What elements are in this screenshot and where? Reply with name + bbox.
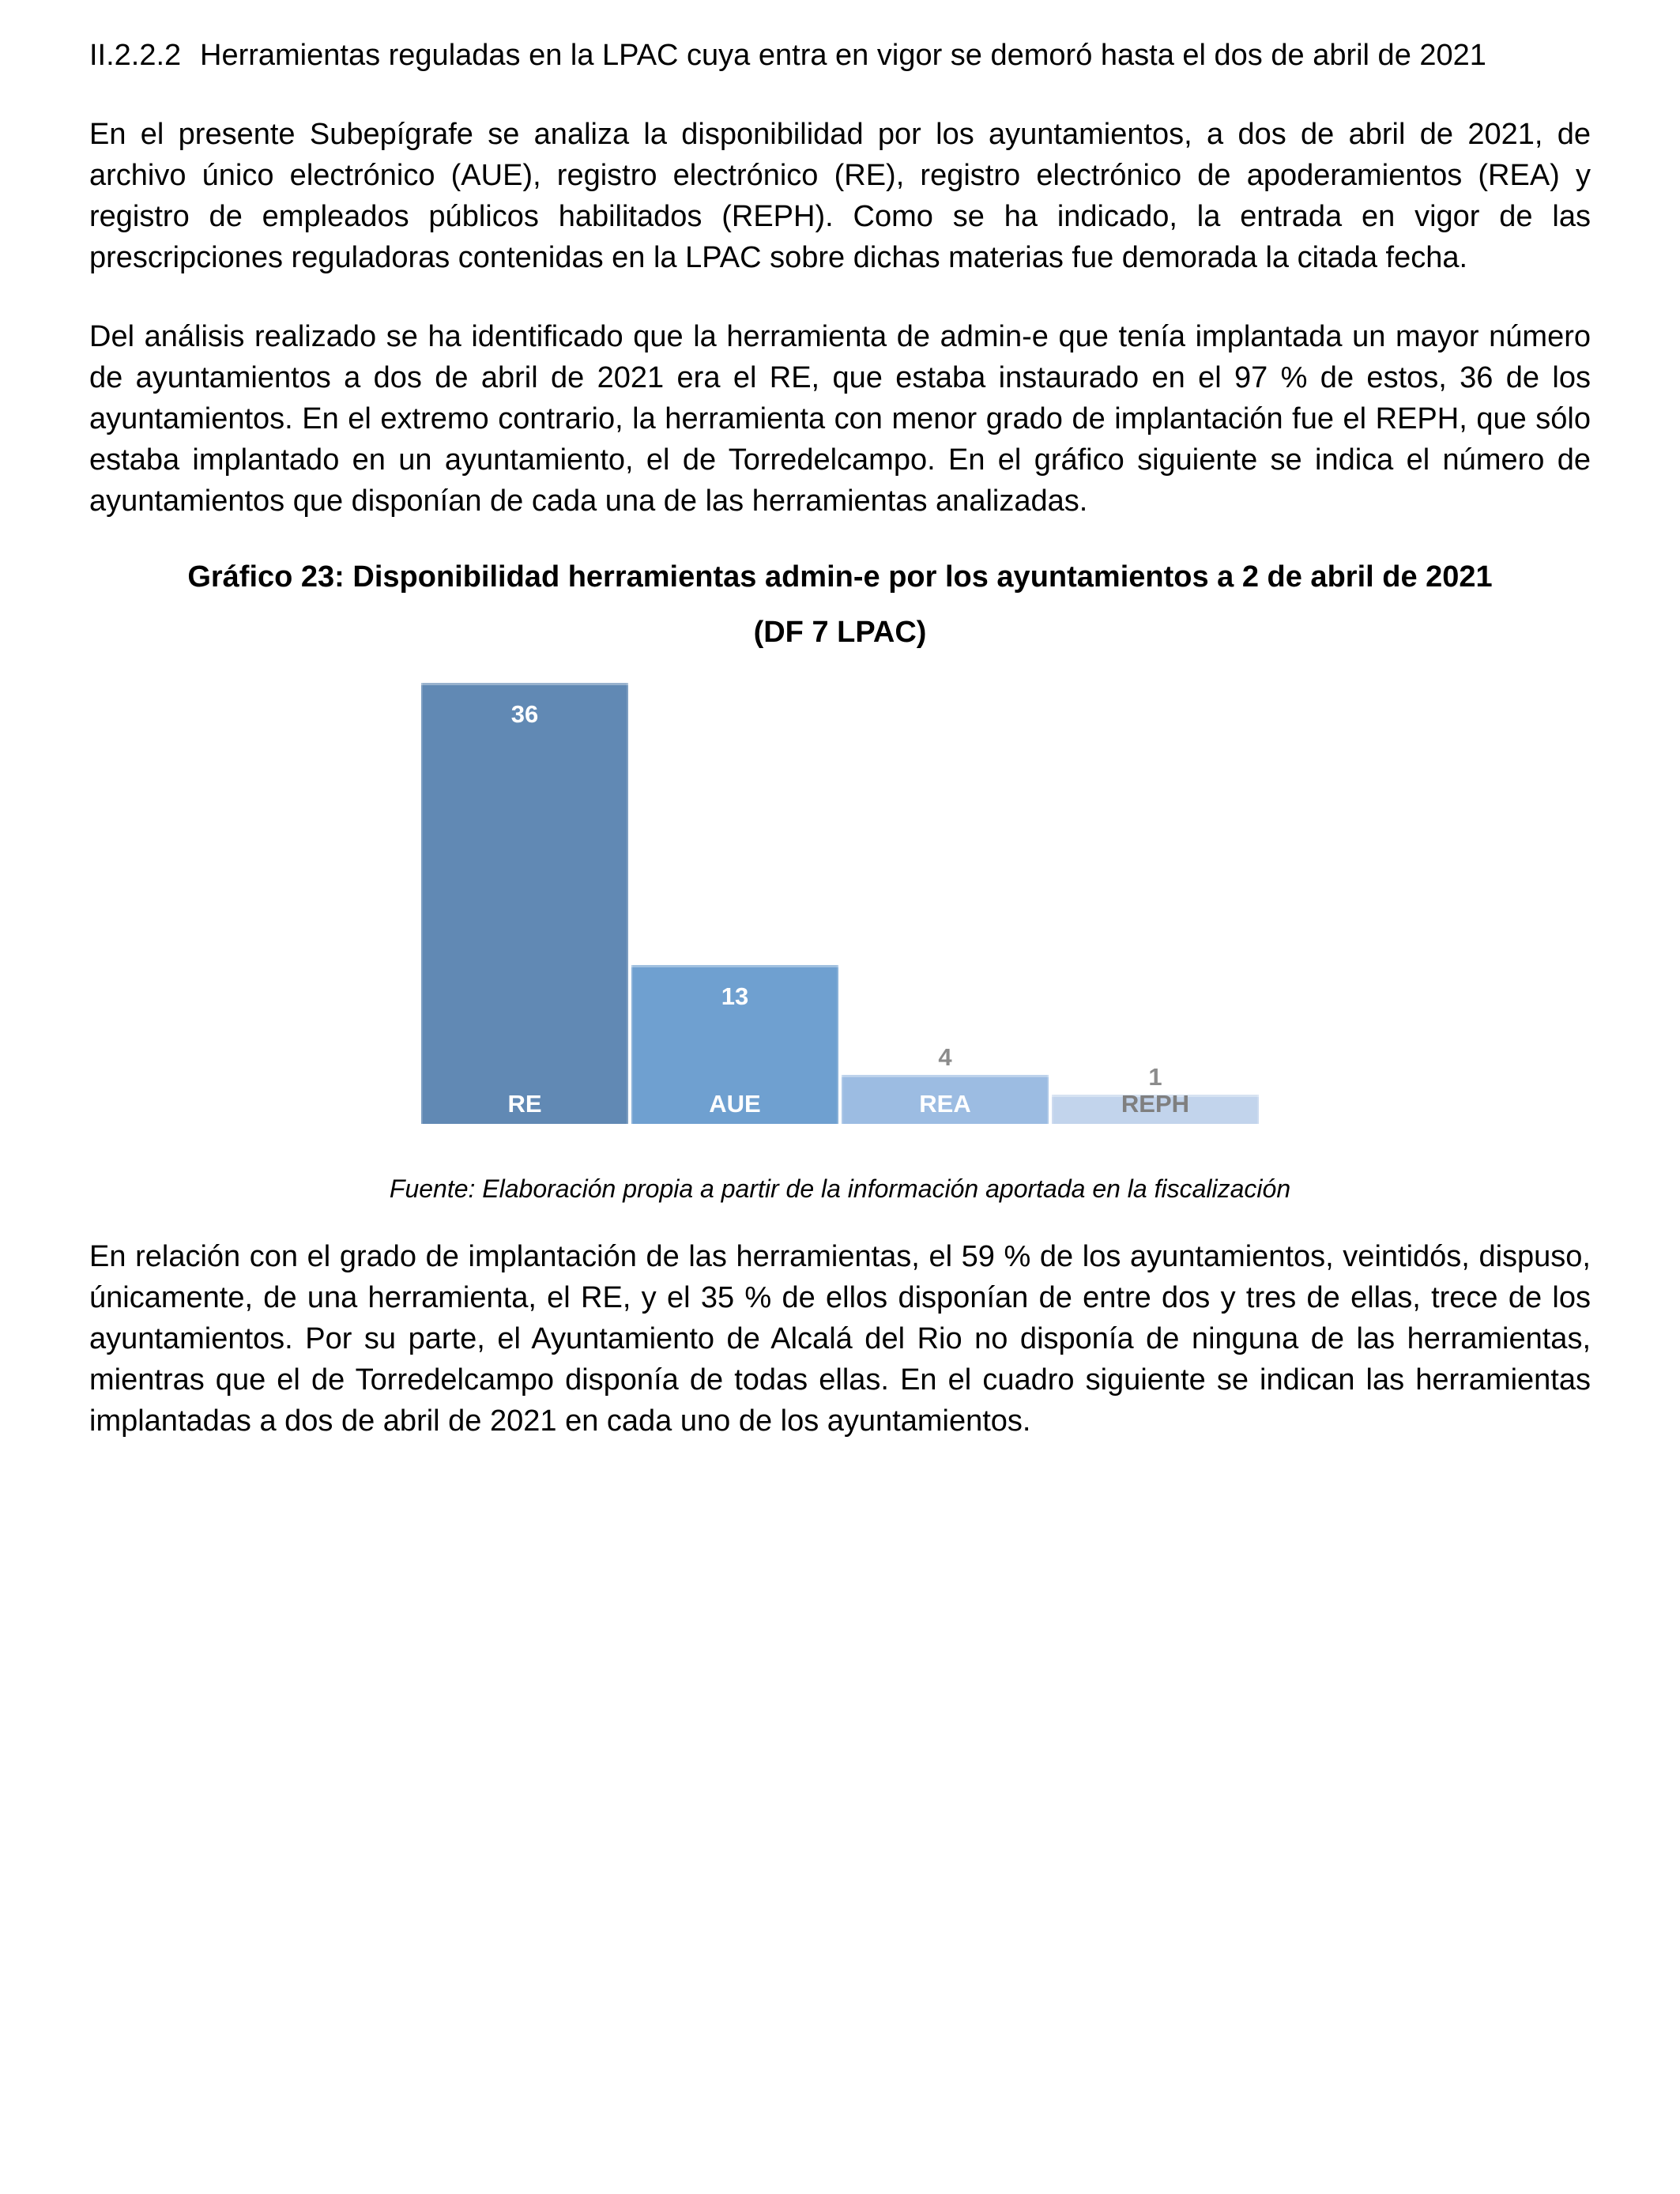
chart-caption — [89, 556, 1591, 653]
bar-value-label-rea: 4 — [938, 1043, 952, 1071]
bar-re — [421, 683, 628, 1124]
bar-value-label-aue: 13 — [721, 982, 749, 1010]
paragraph-intro: En el presente Subepígrafe se analiza la disponibilidad por los ayuntamientos, a dos de abril de 2021, de archivo único electrónico (AUE), registro electrónico (RE), registro electrónico de apoderamientos (REA) y registro de empleados públicos habilitados (REPH). Como se ha indicado, la entrada en vigor de las prescripciones reguladoras contenidas en la LPAC sobre dichas materias fue demorada la citada fecha. — [89, 118, 1591, 274]
bar-column-re — [420, 683, 630, 1124]
source-note: Fuente: Elaboración propia a partir de la información aportada en la fiscalización — [389, 1174, 1291, 1203]
bar-chart — [420, 683, 1260, 1124]
chart-caption-line1: Gráfico 23: Disponibilidad herramientas admin-e por los ayuntamientos a 2 de abril de 2021 — [187, 560, 1493, 594]
section-heading — [89, 35, 1591, 76]
bar-column-reph — [1050, 683, 1260, 1124]
bar-value-label-reph: 1 — [1148, 1063, 1162, 1091]
paragraph-analysis: Del análisis realizado se ha identificado que la herramienta de admin-e que tenía implantada un mayor número de ayuntamientos a dos de abril de 2021 era el RE, que estaba instaurado en el 97 % de estos, 36 de los ayuntamientos. En el extremo contrario, la herramienta con menor grado de implantación fue el REPH, que sólo estaba implantado en un ayuntamiento, el de Torredelcampo. En el gráfico siguiente se indica el número de ayuntamientos que disponían de cada una de las herramientas analizadas. — [89, 320, 1591, 518]
bar-column-aue — [630, 683, 840, 1124]
bar-category-label-aue: AUE — [709, 1090, 761, 1118]
bar-category-label-re: RE — [507, 1090, 542, 1118]
bar-category-label-reph: REPH — [1121, 1090, 1190, 1118]
section-title: Herramientas reguladas en la LPAC cuya entra en vigor se demoró hasta el dos de abril de 2021 — [200, 39, 1486, 72]
paragraph-implantation: En relación con el grado de implantación de las herramientas, el 59 % de los ayuntamientos, veintidós, dispuso, únicamente, de una herramienta, el RE, y el 35 % de ellos disponían de entre dos y tres de ellas, trece de los ayuntamientos. Por su parte, el Ayuntamiento de Alcalá del Rio no disponía de ninguna de las herramientas, mientras que el de Torredelcampo disponía de todas ellas. En el cuadro siguiente se indican las herramientas implantadas a dos de abril de 2021 en cada uno de los ayuntamientos. — [89, 1240, 1591, 1438]
bar-value-label-re: 36 — [510, 700, 539, 728]
section-number: II.2.2.2 — [89, 39, 182, 72]
bar-category-label-rea: REA — [919, 1090, 971, 1118]
chart-caption-line2: (DF 7 LPAC) — [753, 616, 927, 649]
bar-column-rea — [840, 683, 1050, 1124]
